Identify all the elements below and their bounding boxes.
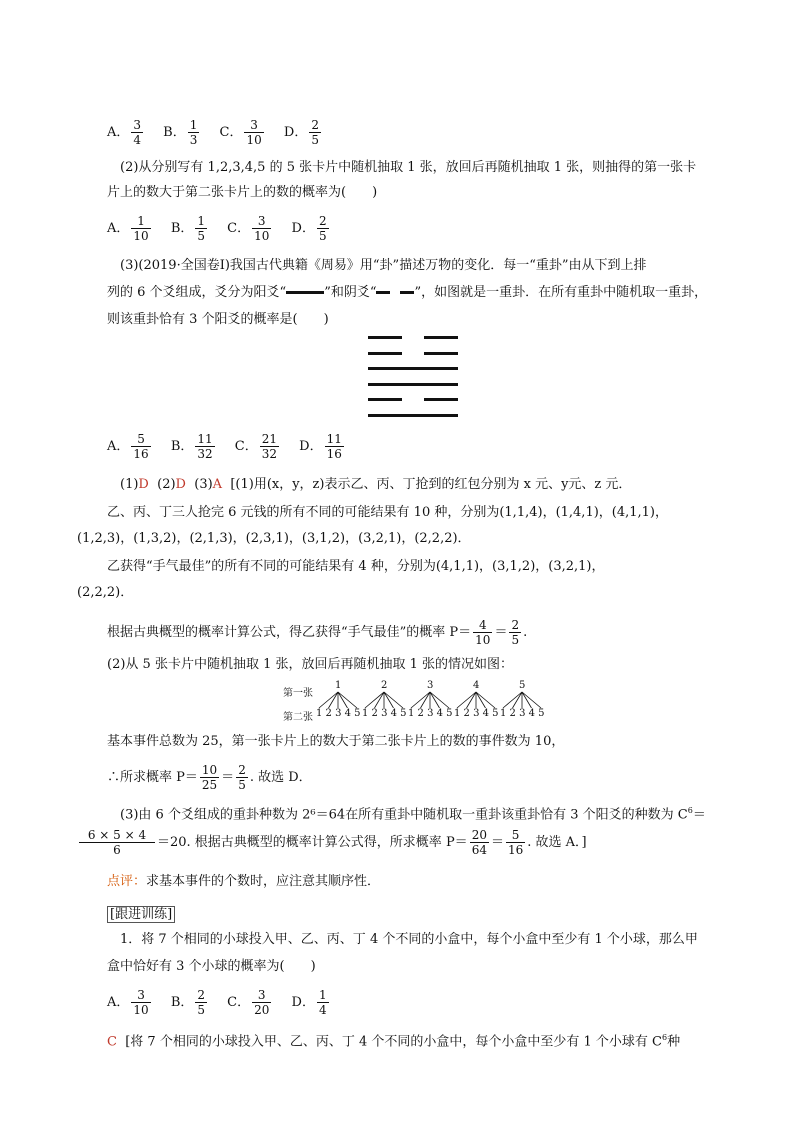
option-c[interactable]: C． $\frac{3}{10}$	[219, 118, 262, 147]
option-d[interactable]: D． $\frac{2}{5}$	[283, 118, 319, 147]
yin-line	[368, 398, 458, 402]
yin-segment	[424, 352, 458, 355]
solution-line-6: (2)从 5 张卡片中随机抽取 1 张，放回后再随机抽取 1 张的情况如图：	[107, 657, 514, 672]
tree-branch	[375, 692, 385, 708]
q3-line-3: 则该重卦恰有 3 个阳爻的概率是( )	[107, 312, 329, 327]
option-b[interactable]: B． $\frac{2}{5}$	[170, 988, 206, 1017]
tree-children: 1 2 3 4 5	[500, 708, 545, 719]
option-d[interactable]: D． $\frac{2}{5}$	[291, 214, 327, 243]
tree-branch	[338, 692, 348, 708]
option-b[interactable]: B． $\frac{1}{3}$	[163, 118, 198, 147]
solution-line-1: 乙、丙、丁三人抢完 6 元钱的所有不同的可能结果有 10 种，分别为(1,1,4)，(1,4,1)，(4,1,1)，	[107, 505, 669, 520]
option-a[interactable]: A． $\frac{3}{10}$	[107, 988, 149, 1017]
solution-line-9: (3)由 6 个爻组成的重卦种数为 2⁶＝64在所有重卦中随机取一重卦该重卦恰有 3 个阳爻的种数为 $C^6=$	[120, 806, 706, 823]
q2-line-1: (2)从分别写有 1,2,3,4,5 的 5 张卡片中随机抽取 1 张，放回后再随机抽取 1 张，则抽得的第一张卡	[120, 160, 697, 175]
q1-options	[107, 118, 337, 147]
tree-parent-node: 3	[427, 680, 434, 691]
tree-diagram	[283, 680, 553, 724]
yin-segment	[424, 336, 458, 339]
q3-line-1: (3)(2019·全国卷Ⅰ)我国古代典籍《周易》用“卦”描述万物的变化．每一“重卦”由从下到上排	[120, 258, 647, 273]
option-c[interactable]: C． $\frac{3}{10}$	[227, 214, 270, 243]
yang-segment	[368, 383, 458, 386]
hexagram-figure	[368, 336, 458, 429]
tree-children: 1 2 3 4 5	[408, 708, 453, 719]
tree-second-label: 第二张	[283, 712, 313, 723]
tree-children: 1 2 3 4 5	[454, 708, 499, 719]
tree-parent-node: 2	[381, 680, 388, 691]
yin-segment	[368, 398, 402, 401]
tree-branch	[476, 692, 486, 708]
tree-parent-node: 5	[519, 680, 526, 691]
q3-options	[107, 432, 360, 461]
q2-options	[107, 214, 345, 243]
tree-branch	[430, 692, 440, 708]
yin-line	[368, 336, 458, 340]
tree-branch	[476, 692, 495, 708]
option-b[interactable]: B． $\frac{1}{5}$	[170, 214, 206, 243]
yang-segment	[368, 367, 458, 370]
tree-branch	[338, 692, 357, 708]
solution-line-4: (2,2,2)．	[77, 585, 134, 600]
followup-heading: [跟进训练]	[107, 905, 175, 925]
tree-parent-node: 4	[473, 680, 480, 691]
option-c[interactable]: C． $\frac{3}{20}$	[227, 988, 270, 1017]
tree-branch	[457, 692, 476, 708]
solution-line-8: ∴所求概率 P＝ $\frac{10}{25}$ ＝ $\frac{2}{5}$ . 故选 D．	[107, 763, 312, 792]
yang-line	[368, 367, 458, 371]
tree-branch	[430, 692, 449, 708]
option-c[interactable]: C． $\frac{21}{32}$	[234, 432, 278, 461]
followup-q1-options	[107, 988, 345, 1017]
tree-branch	[384, 692, 403, 708]
yin-segment	[368, 336, 402, 339]
answer-line: (1)D (2)D (3)A [(1)用(x，y，z)表示乙、丙、丁抢到的红包分别为 x 元、y元、z 元．	[120, 477, 632, 492]
q2-line-2: 片上的数大于第二张卡片上的数的概率为( )	[107, 185, 378, 200]
solution-line-10: $\frac{6 \times 5 \times 4}{6}$ ＝20. 根据古典概型的概率计算公式得，所求概率 P＝ $\frac{20}{64}$ ＝ $\frac{5}{16}$ . 故选 A．]	[77, 828, 587, 857]
followup-q1-line-2: 盒中恰好有 3 个小球的概率为( )	[107, 959, 316, 974]
yang-segment	[368, 414, 458, 417]
tree-parent-node: 1	[335, 680, 342, 691]
solution-line-5: 根据古典概型的概率计算公式，得乙获得“手气最佳”的概率 P＝ $\frac{4}{10}$ ＝ $\frac{2}{5}$ .	[107, 618, 528, 647]
yin-segment	[424, 398, 458, 401]
yang-line	[368, 414, 458, 418]
tree-branch	[513, 692, 523, 708]
solution-line-3: 乙获得“手气最佳”的所有不同的可能结果有 4 种，分别为(4,1,1)，(3,1,2)，(3,2,1)，	[107, 559, 605, 574]
option-a[interactable]: A． $\frac{1}{10}$	[107, 214, 149, 243]
yang-line-icon	[286, 291, 324, 294]
q3-line-2: 列的 6 个爻组成，爻分为阳爻“ ”和阴爻“ ”，如图就是一重卦．在所有重卦中随机取一重卦，	[107, 285, 708, 300]
tree-branch	[522, 692, 532, 708]
tree-branch	[365, 692, 384, 708]
option-a[interactable]: A． $\frac{3}{4}$	[107, 118, 142, 147]
tree-branch	[421, 692, 431, 708]
comment-line: 点评：求基本事件的个数时，应注意其顺序性．	[107, 874, 381, 889]
solution-line-7: 基本事件总数为 25，第一张卡片上的数大于第二张卡片上的数的事件数为 10，	[107, 734, 565, 749]
followup-q1-answer: C [将 7 个相同的小球投入甲、乙、丙、丁 4 个不同的小盒中，每个小盒中至少有 1 个小球有 $C^6$种	[107, 1033, 681, 1050]
tree-children: 1 2 3 4 5	[316, 708, 361, 719]
tree-branch	[522, 692, 541, 708]
tree-branch	[411, 692, 430, 708]
yin-segment	[368, 352, 402, 355]
option-d[interactable]: D． $\frac{1}{4}$	[291, 988, 327, 1017]
tree-first-label: 第一张	[283, 688, 313, 699]
solution-line-2: (1,2,3)，(1,3,2)，(2,1,3)，(2,3,1)，(3,1,2)，(3,2,1)，(2,2,2)．	[77, 531, 471, 546]
yang-line	[368, 383, 458, 387]
comment-label: 点评：	[107, 874, 147, 889]
option-a[interactable]: A． $\frac{5}{16}$	[107, 432, 149, 461]
tree-branch	[384, 692, 394, 708]
option-b[interactable]: B． $\frac{11}{32}$	[170, 432, 213, 461]
yin-line-icon	[376, 291, 414, 294]
tree-branch	[467, 692, 477, 708]
tree-branch	[503, 692, 522, 708]
followup-q1-line-1: 1．将 7 个相同的小球投入甲、乙、丙、丁 4 个不同的小盒中，每个小盒中至少有 1 个小球，那么甲	[120, 932, 698, 947]
yin-line	[368, 352, 458, 356]
tree-children: 1 2 3 4 5	[362, 708, 407, 719]
tree-branch	[319, 692, 338, 708]
option-d[interactable]: D． $\frac{11}{16}$	[299, 432, 342, 461]
tree-branch	[329, 692, 339, 708]
